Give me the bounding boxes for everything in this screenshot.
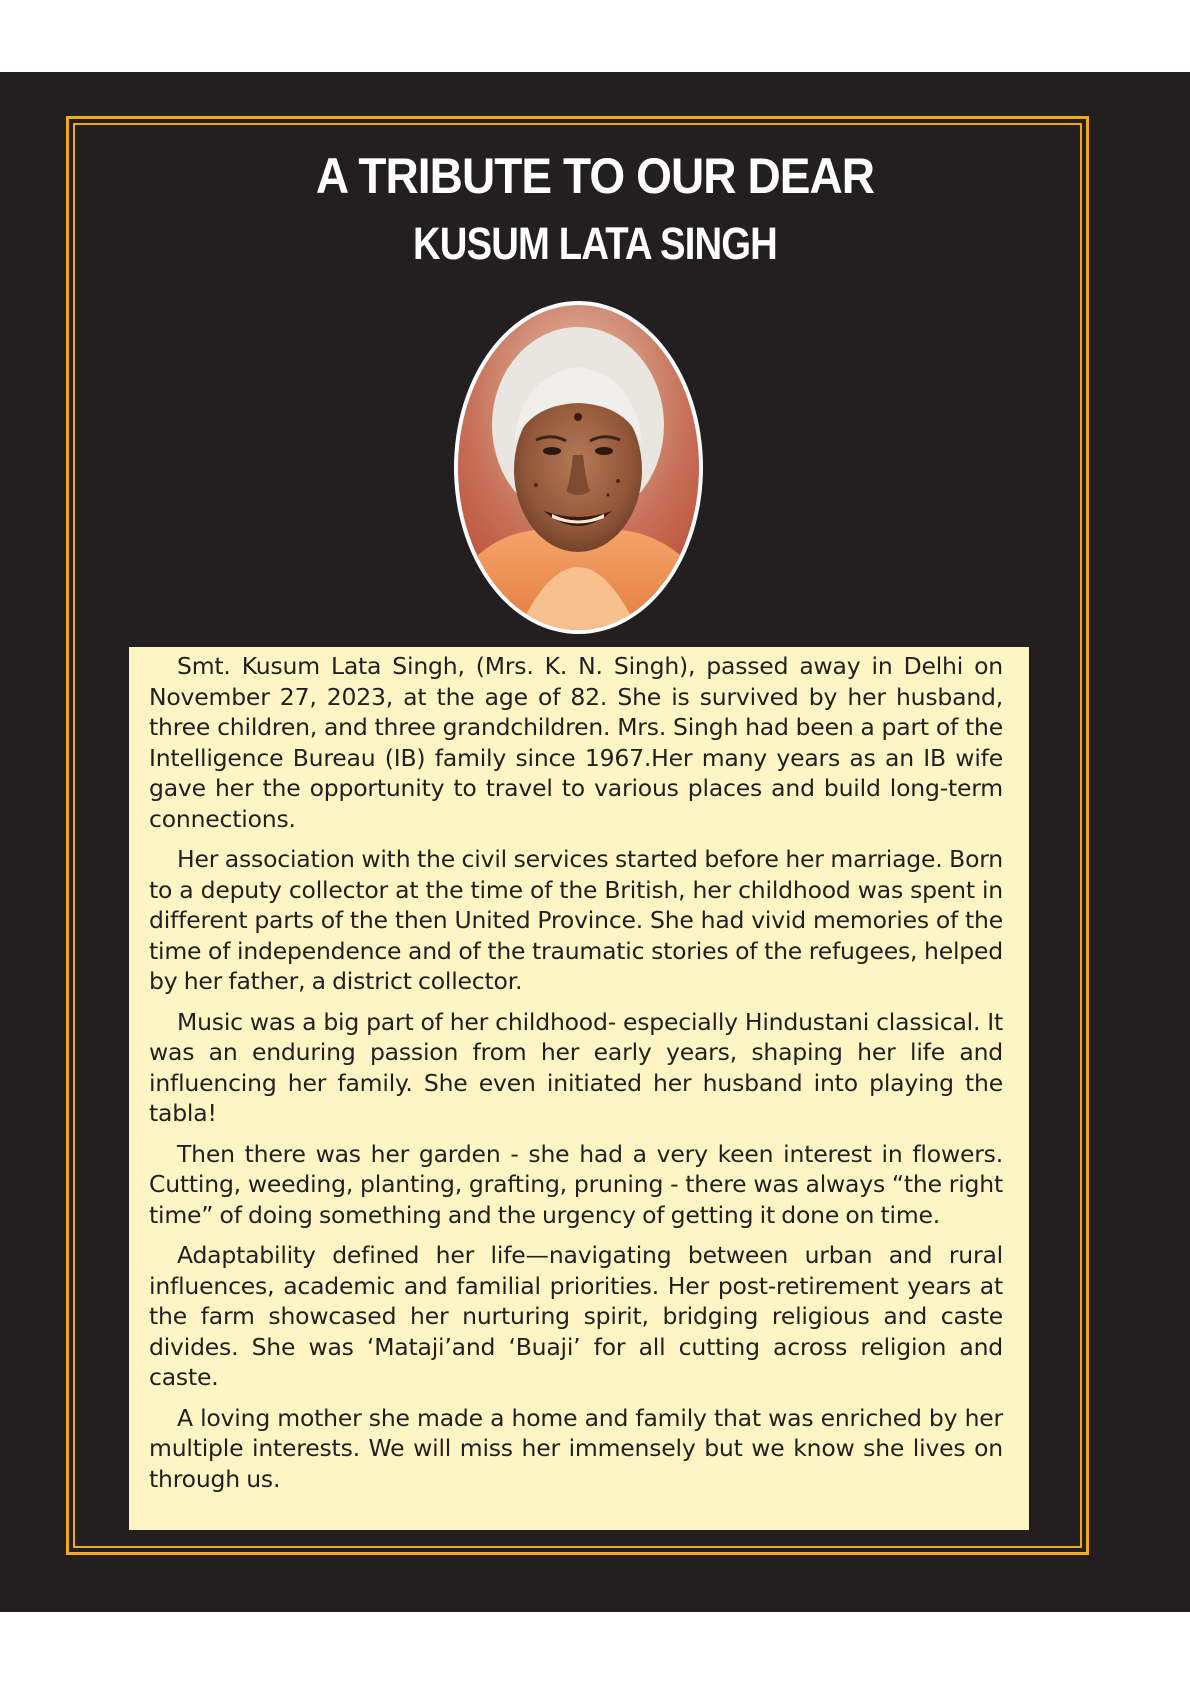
honoree-name: KUSUM LATA SINGH — [413, 218, 777, 269]
tribute-text-box — [129, 647, 1029, 1530]
page-title: A TRIBUTE TO OUR DEAR — [315, 148, 875, 204]
paragraph: Adaptability defined her life—navigating between urban and rural influences, academic and familial priorities. Her post-retirement years at the farm showcased her nurturing spirit, bridging religious and caste divides. She was ‘Mataji’and ‘Buaji’ for all cutting across religion and caste. — [149, 1241, 1003, 1391]
paragraph: Her association with the civil services started before her marriage. Born to a deputy collector at the time of the British, her childhood was spent in different parts of the then United Province. She had vivid memories of the time of independence and of the traumatic stories of the refugees, helped by her father, a district collector. — [149, 845, 1003, 995]
portrait-photo — [454, 301, 703, 634]
paragraph: Smt. Kusum Lata Singh, (Mrs. K. N. Singh), passed away in Delhi on November 27, 2023, at the age of 82. She is survived by her husband, three children, and three grandchildren. Mrs. Singh had been a part of the Intelligence Bureau (IB) family since 1967.Her many years as an IB wife gave her the opportunity to travel to various places and build long-term connections. — [149, 652, 1003, 833]
paragraph: Then there was her garden - she had a very keen interest in flowers. Cutting, weeding, planting, grafting, pruning - there was always “the right time” of doing something and the urgency of getting it done on time. — [149, 1139, 1003, 1229]
paragraph: Music was a big part of her childhood- especially Hindustani classical. It was an enduring passion from her early years, shaping her life and influencing her family. She even initiated her husband into playing the tabla! — [149, 1007, 1003, 1127]
paragraph: A loving mother she made a home and family that was enriched by her multiple interests. We will miss her immensely but we know she lives on through us. — [149, 1403, 1003, 1493]
portrait-illustration — [458, 305, 699, 630]
